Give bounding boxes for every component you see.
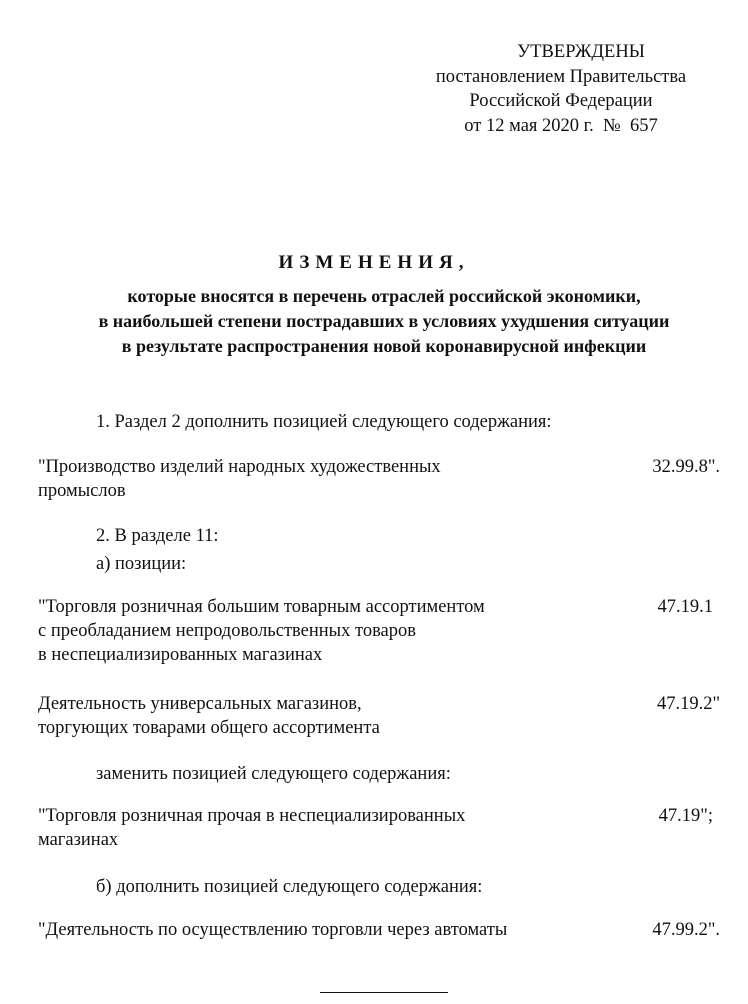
item2-sub-a: а) позиции: bbox=[96, 554, 187, 574]
entry3-line-1: "Торговля розничная прочая в неспециализированных bbox=[38, 806, 466, 826]
entry2-line-2: торгующих товарами общего ассортимента bbox=[38, 718, 380, 738]
document-title: ИЗМЕНЕНИЯ, bbox=[278, 252, 470, 273]
entry1-line-3: в неспециализированных магазинах bbox=[38, 645, 323, 665]
entry3-line-2: магазинах bbox=[38, 830, 119, 850]
entry1-line-1: "Торговля розничная большим товарным ассортиментом bbox=[38, 597, 485, 617]
approval-block bbox=[426, 40, 696, 138]
subtitle-line-1: которые вносятся в перечень отраслей российской экономики, bbox=[127, 286, 641, 306]
entry2-line-1: Деятельность универсальных магазинов, bbox=[38, 694, 362, 714]
entry4-line: "Деятельность по осуществлению торговли через автоматы bbox=[38, 920, 508, 940]
approval-title: УТВЕРЖДЕНЫ bbox=[517, 42, 645, 62]
entry1-line-2: с преобладанием непродовольственных товаров bbox=[38, 621, 417, 641]
item2-sub-b: б) дополнить позицией следующего содержания: bbox=[96, 877, 483, 897]
subtitle-line-3: в результате распространения новой коронавирусной инфекции bbox=[121, 336, 647, 356]
approval-line-4: от 12 мая 2020 г. № 657 bbox=[464, 115, 658, 136]
subtitle-line-2: в наибольшей степени пострадавших в условиях ухудшения ситуации bbox=[98, 311, 670, 331]
document-subtitle bbox=[10, 284, 748, 359]
item1-heading: 1. Раздел 2 дополнить позицией следующего содержания: bbox=[96, 412, 552, 432]
item1-entry-line-2: промыслов bbox=[38, 481, 126, 501]
entry4-code: 47.99.2". bbox=[652, 920, 720, 940]
approval-line-2: постановлением Правительства bbox=[435, 66, 687, 87]
replace-instruction: заменить позицией следующего содержания: bbox=[96, 764, 451, 784]
entry1-code: 47.19.1 bbox=[657, 597, 713, 617]
closing-separator bbox=[320, 992, 448, 993]
item1-entry-line-1: "Производство изделий народных художественных bbox=[38, 457, 441, 477]
item1-entry-code: 32.99.8". bbox=[652, 457, 720, 477]
entry3-code: 47.19"; bbox=[658, 806, 713, 826]
item2-heading: 2. В разделе 11: bbox=[96, 526, 219, 546]
approval-line-3: Российской Федерации bbox=[469, 91, 653, 111]
entry2-code: 47.19.2" bbox=[656, 694, 720, 714]
